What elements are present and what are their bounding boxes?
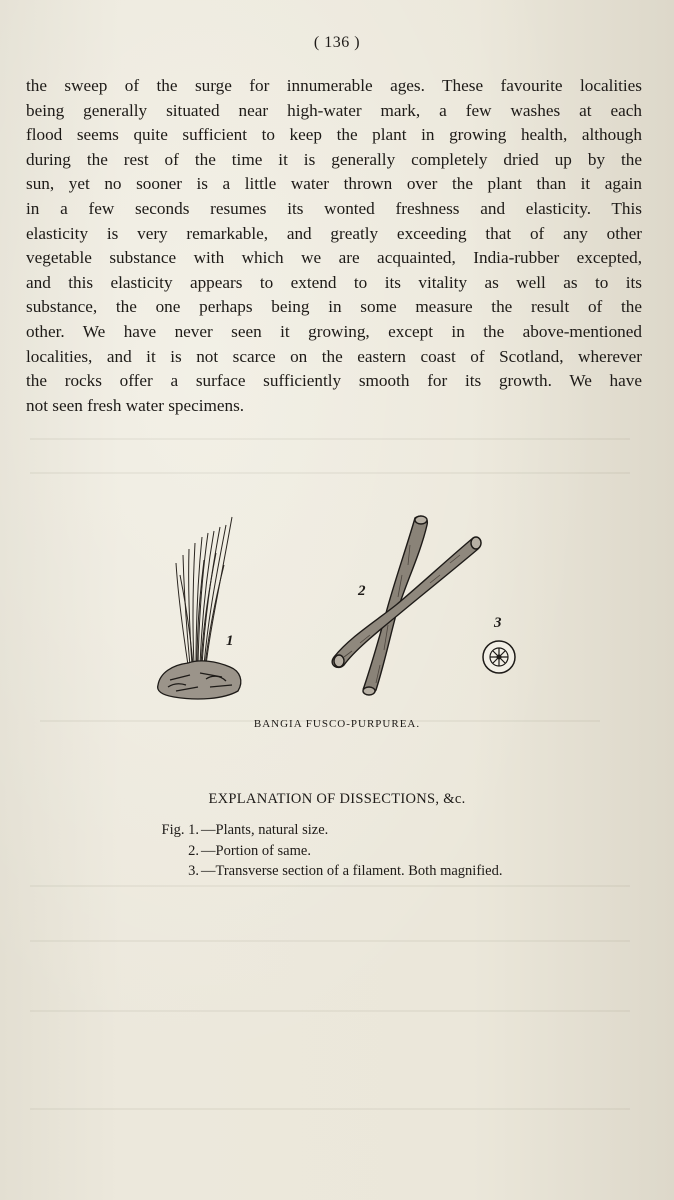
text-line: flood seems quite sufficient to keep the plant in growing health, although [26,125,642,145]
show-through-line [30,472,630,474]
text-line: substance, the one perhaps being in some measure the result of the [26,297,642,317]
text-line: sun, yet no sooner is a little water thrown over the plant than it again [26,174,642,194]
text-line: during the rest of the time it is generally completely dried up by the [26,149,642,169]
figure-caption: BANGIA FUSCO-PURPUREA. [253,718,421,730]
text-line: elasticity is very remarkable, and greatly exceeding that of any other [26,223,642,243]
text-line: other. We have never seen it growing, except in the above-mentioned [26,321,642,341]
text-line: and this elasticity appears to extend to its vitality as well as to its [26,272,642,292]
text-line: in a few seconds resumes its wonted freshness and elasticity. This [26,198,642,218]
explanation-item: 2. —Portion of same. [188,842,311,859]
crossed-filaments [332,516,481,695]
body-paragraph [26,74,642,418]
text-line: the rocks offer a surface sufficiently smooth for its growth. We have [26,371,642,391]
figure-label-3: 3 [494,615,502,631]
show-through-line [30,1010,630,1012]
explanation-item: Fig. 1. —Plants, natural size. [161,822,329,838]
tuft-of-filaments [176,517,232,665]
figure-label-2: 2 [358,583,366,599]
bangia-drawing [140,505,540,715]
explanation-list [136,820,502,882]
text-line: vegetable substance with which we are acquainted, India-rubber excepted, [26,248,642,268]
text-line: being generally situated near high-water mark, a few washes at each [26,100,642,120]
show-through-line [30,885,630,887]
plant-illustration [140,505,540,715]
show-through-line [30,940,630,942]
text-line: not seen fresh water specimens. [26,395,245,415]
figure-label-1: 1 [226,633,234,649]
section-heading: EXPLANATION OF DISSECTIONS, &c. [208,791,466,807]
explanation-item: 3. —Transverse section of a filament. Both magnified. [188,863,503,879]
page-number: ( 136 ) [313,34,361,51]
show-through-line [30,438,630,440]
transverse-section [483,641,515,673]
show-through-line [30,1108,630,1110]
text-line: the sweep of the surge for innumerable ages. These favourite localities [26,76,642,95]
text-line: localities, and it is not scarce on the eastern coast of Scotland, wherever [26,346,642,366]
stone [158,661,241,699]
